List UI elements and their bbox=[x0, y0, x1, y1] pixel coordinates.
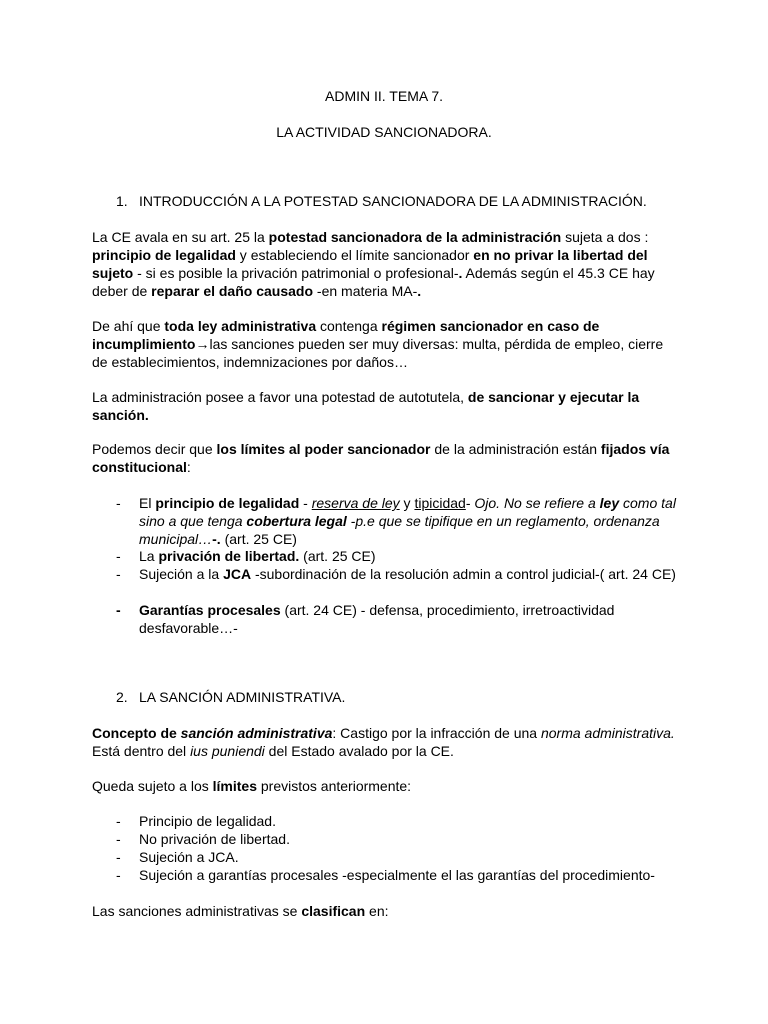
paragraph-ley-administrativa: De ahí que toda ley administrativa contenga régimen sancionador en caso de incumplimiento→las sanciones pueden ser muy diversas: multa, pérdida de empleo, cierre de establecimientos, indemnizaciones por daños… bbox=[92, 318, 664, 370]
list-bullet: - bbox=[116, 602, 121, 618]
list-item-principio-legalidad: Principio de legalidad. bbox=[139, 813, 276, 829]
section-2-number: 2. bbox=[116, 689, 128, 705]
list-bullet: - bbox=[116, 849, 121, 865]
list-bullet: - bbox=[116, 831, 121, 847]
list-bullet: - bbox=[116, 548, 121, 564]
list-item-garantias: Garantías procesales (art. 24 CE) - defensa, procedimiento, irretroactividad desfavorable…- bbox=[139, 602, 615, 636]
list-bullet: - bbox=[116, 495, 121, 511]
paragraph-concepto: Concepto de sanción administrativa: Castigo por la infracción de una norma administrativa. Está dentro del ius puniendi del Estado avalado por la CE. bbox=[92, 725, 675, 759]
list-bullet: - bbox=[116, 813, 121, 829]
paragraph-sujeto-limites: Queda sujeto a los límites previstos anteriormente: bbox=[92, 778, 412, 794]
list-bullet: - bbox=[116, 867, 121, 883]
list-item-sujecion-jca: Sujeción a JCA. bbox=[139, 849, 239, 865]
list-item-privacion: La privación de libertad. (art. 25 CE) bbox=[139, 548, 376, 564]
list-item-garantias-procesales: Sujeción a garantías procesales -especialmente el las garantías del procedimiento- bbox=[139, 867, 655, 883]
paragraph-clasifican: Las sanciones administrativas se clasifican en: bbox=[92, 903, 389, 919]
list-item-legalidad: El principio de legalidad - reserva de ley y tipicidad- Ojo. No se refiere a ley como tal sino a que tenga cobertura legal -p.e que se tipifique en un reglamento, ordenanza municipal…-. (art. 25 CE) bbox=[139, 495, 676, 547]
paragraph-limites: Podemos decir que los límites al poder sancionador de la administración están fijados vía constitucional: bbox=[92, 441, 670, 475]
paragraph-autotutela: La administración posee a favor una potestad de autotutela, de sancionar y ejecutar la sanción. bbox=[92, 389, 640, 423]
list-item-jca: Sujeción a la JCA -subordinación de la resolución admin a control judicial-( art. 24 CE) bbox=[139, 566, 676, 582]
list-bullet: - bbox=[116, 566, 121, 582]
document-title: ADMIN II. TEMA 7. bbox=[325, 88, 443, 104]
section-1-heading: INTRODUCCIÓN A LA POTESTAD SANCIONADORA DE LA ADMINISTRACIÓN. bbox=[139, 193, 647, 209]
list-item-no-privacion: No privación de libertad. bbox=[139, 831, 290, 847]
section-2-heading: LA SANCIÓN ADMINISTRATIVA. bbox=[139, 689, 346, 705]
section-1-number: 1. bbox=[116, 193, 128, 209]
paragraph-potestad: La CE avala en su art. 25 la potestad sancionadora de la administración sujeta a dos : principio de legalidad y estableciendo el límite sancionador en no privar la libertad del sujeto - si es posible la privación patrimonial o profesional-. Además según el 45.3 CE hay deber de reparar el daño causado -en materia MA-. bbox=[92, 229, 655, 299]
document-subtitle: LA ACTIVIDAD SANCIONADORA. bbox=[276, 124, 492, 140]
